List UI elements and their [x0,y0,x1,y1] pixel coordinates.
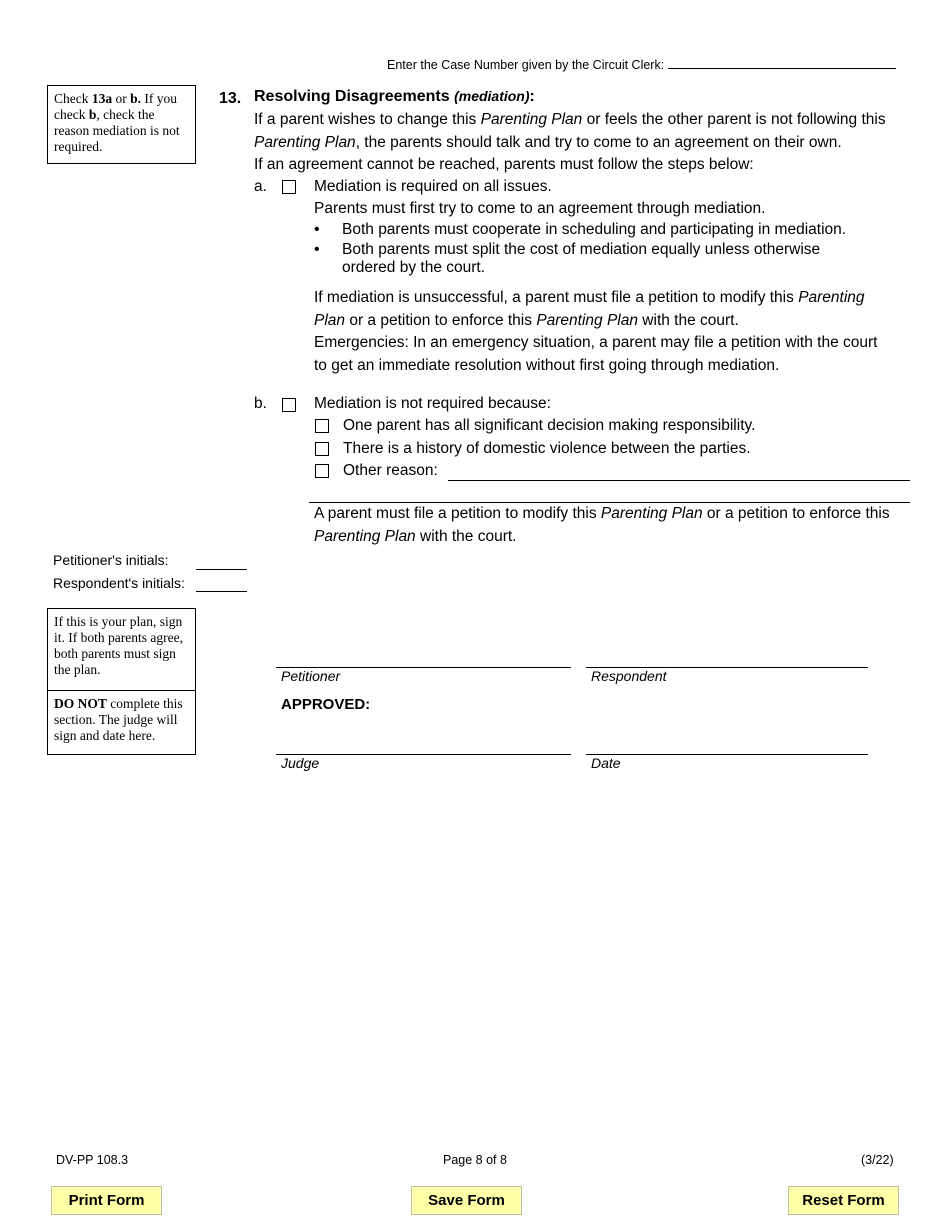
para-text: or a petition to enforce this [345,311,537,329]
option-a-letter: a. [254,178,267,195]
para-italic: Parenting Plan [314,289,865,329]
para-italic: Parenting Plan [600,505,703,522]
section-number: 13. [219,90,242,107]
page-number: Page 8 of 8 [443,1153,507,1167]
option-a-label: Mediation is required on all issues. [314,178,552,195]
intro-italic: Parenting Plan [480,111,583,128]
option-a-paragraph-2: Emergencies: In an emergency situation, a parent may file a petition with the court to get an immediate resolution without first going through mediation. [314,334,878,374]
reason-2-label: There is a history of domestic violence between the parties. [343,440,751,457]
intro-text: , the parents should talk and try to come to an agreement on their own. [355,133,842,151]
list-item: • Both parents must split the cost of mediation equally unless otherwise ordered by the court. [314,241,842,277]
instruction-bold: 13a [91,91,113,106]
reset-form-button[interactable]: Reset Form [788,1186,899,1215]
reason-2-checkbox[interactable] [315,442,329,456]
judge-signature-line[interactable] [276,754,571,755]
instruction-text: , check the reason mediation is not required. [54,107,180,154]
petitioner-signature-label: Petitioner [281,668,341,684]
case-number-line [387,56,896,72]
section-intro [254,109,904,177]
instruction-text: Check [54,91,92,106]
para-text: with the court. [638,311,739,329]
print-form-button[interactable]: Print Form [51,1186,162,1215]
approved-heading: APPROVED: [281,696,371,713]
respondent-initials-field[interactable] [196,591,247,592]
revision-date: (3/22) [861,1153,894,1167]
instruction-text: If you check [54,91,178,122]
other-reason-field[interactable] [448,480,910,481]
reason-3-label: Other reason: [343,462,438,479]
option-b-letter: b. [254,395,267,412]
date-line[interactable] [586,754,868,755]
para-text: with the court. [415,527,517,545]
reason-3-checkbox[interactable] [315,464,329,478]
para-italic: Parenting Plan [314,527,416,545]
respondent-signature-label: Respondent [591,668,667,684]
option-b-paragraph [314,503,904,548]
reason-1-label: One parent has all significant decision making responsibility. [343,417,756,434]
form-id: DV-PP 108.3 [56,1153,129,1167]
option-a-line2: Parents must first try to come to an agreement through mediation. [314,200,766,217]
instruction-bold: b. [130,91,142,106]
instruction-box-13 [47,85,196,164]
section-title-colon: : [529,88,535,105]
option-a-paragraph-1 [314,287,894,332]
intro-text: or feels the other parent is not following this [582,111,886,128]
sign-instruction-box: If this is your plan, sign it. If both parents agree, both parents must sign the plan. [47,608,196,691]
section-title-paren: (mediation) [454,88,530,104]
intro-text: If a parent wishes to change this [254,111,481,128]
section-title [254,88,535,106]
case-number-label: Enter the Case Number given by the Circuit Clerk: [387,58,665,72]
list-item: • Both parents must cooperate in scheduling and participating in mediation. [314,221,874,239]
intro-text: If an agreement cannot be reached, parents must follow the steps below: [254,156,754,173]
instruction-bold: DO NOT [54,696,107,711]
petitioner-initials-label: Petitioner's initials: [53,552,169,568]
section-title-text: Resolving Disagreements [254,88,450,105]
option-b-checkbox[interactable] [282,398,296,412]
para-text: A parent must file a petition to modify this [314,505,601,522]
para-text: or a petition to enforce this [702,505,890,522]
judge-signature-label: Judge [281,755,320,771]
judge-instruction-box [47,690,196,755]
respondent-initials-label: Respondent's initials: [53,575,185,591]
instruction-text: complete this section. The judge will sign and date here. [54,696,183,743]
reason-1-checkbox[interactable] [315,419,329,433]
case-number-field[interactable] [668,56,896,69]
save-form-button[interactable]: Save Form [411,1186,522,1215]
para-italic: Parenting Plan [536,311,638,329]
para-text: If mediation is unsuccessful, a parent must file a petition to modify this [314,289,799,306]
intro-italic: Parenting Plan [254,133,356,151]
option-b-label: Mediation is not required because: [314,395,551,412]
instruction-text: or [112,91,131,106]
option-a-bullets [314,221,874,277]
option-a-checkbox[interactable] [282,180,296,194]
petitioner-initials-field[interactable] [196,569,247,570]
date-label: Date [591,755,621,771]
instruction-bold: b [88,107,97,122]
